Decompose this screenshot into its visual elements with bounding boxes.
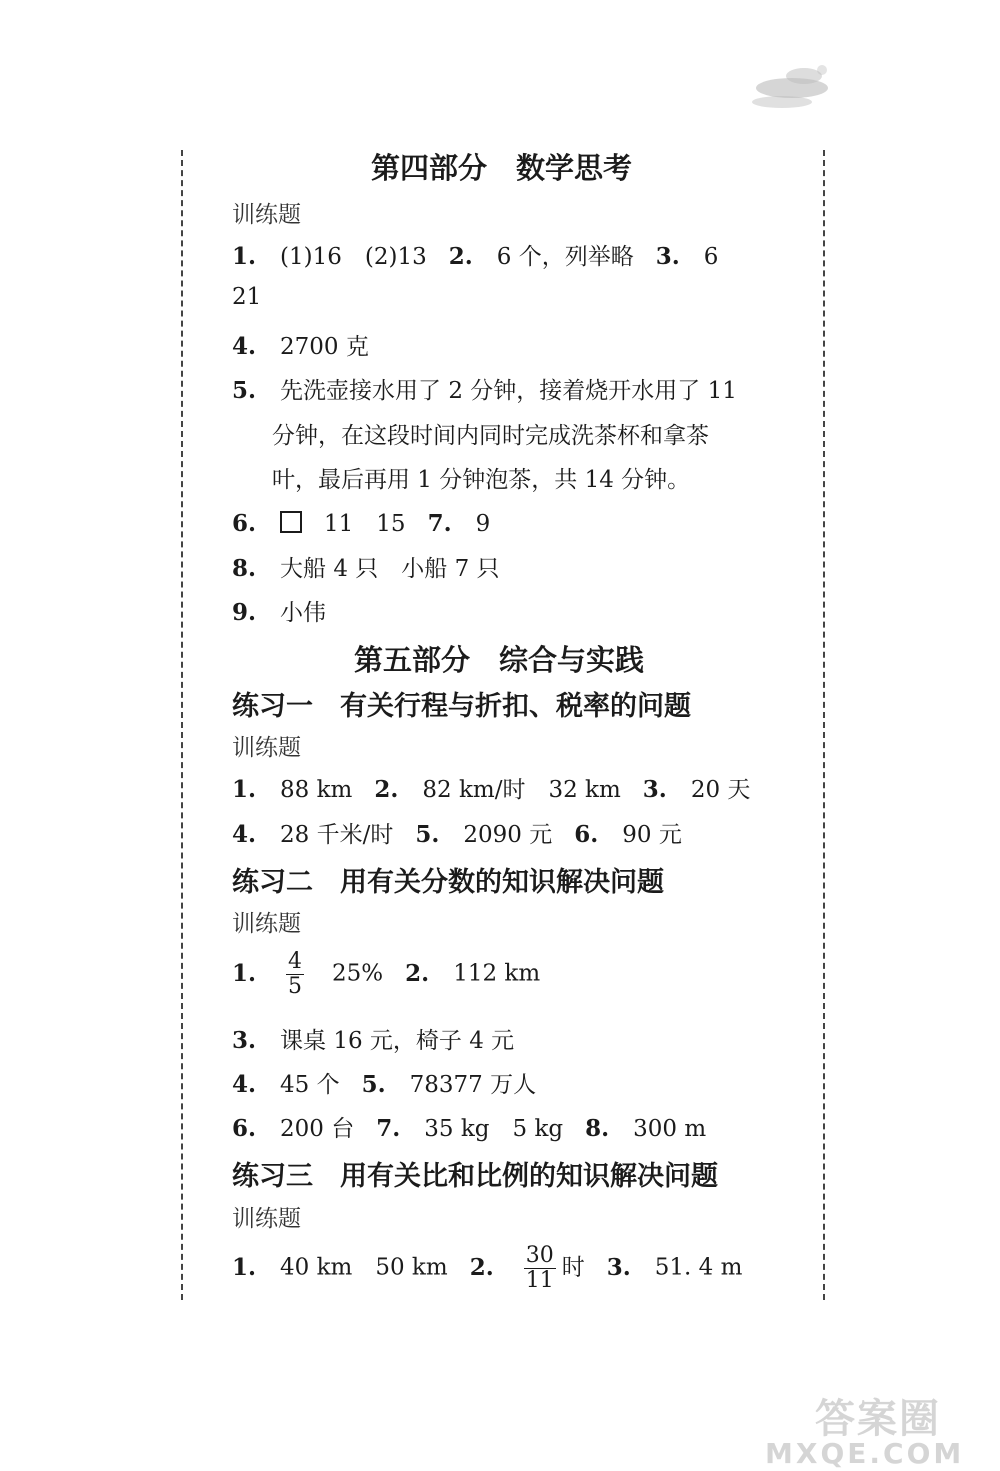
exercise1-label: 训练题	[232, 735, 301, 761]
part4-title: 第四部分 数学思考	[371, 151, 633, 185]
exercise1-line1: 1. 88 km 2. 82 km/时 32 km 3. 20 天	[232, 776, 751, 803]
fraction: $\frac{4}{5}$	[288, 949, 303, 999]
exercise2-line4: 6. 200 台 7. 35 kg 5 kg 8. 300 m	[232, 1115, 707, 1142]
exercise2-line3: 4. 45 个 5. 78377 万人	[232, 1071, 537, 1098]
answer-line-8: 8. 大船 4 只 小船 7 只	[232, 555, 500, 582]
exercise3-label: 训练题	[232, 1206, 301, 1232]
left-dashed-border	[181, 150, 183, 1300]
exercise2-line2: 3. 课桌 16 元，椅子 4 元	[232, 1027, 515, 1054]
watermark-logo: 答案圈 MXQE.COM	[765, 1396, 965, 1470]
exercise2-label: 训练题	[232, 911, 301, 937]
answer-line-6: 6. 11 15 7. 9	[232, 510, 491, 537]
exercise3-title: 练习三 用有关比和比例的知识解决问题	[232, 1161, 718, 1192]
corner-decoration-icon	[752, 58, 838, 116]
exercise1-line2: 4. 28 千米/时 5. 2090 元 6. 90 元	[232, 821, 682, 848]
answer-line-1: 1. (1)16 (2)13 2. 6 个，列举略 3. 6	[232, 243, 719, 270]
answer-line-9: 9. 小伟	[232, 599, 327, 626]
answer-line-5: 5. 先洗壶接水用了 2 分钟，接着烧开水用了 11	[232, 377, 737, 404]
fraction: $\frac{30}{11}$	[525, 1243, 554, 1293]
right-dashed-border	[823, 150, 825, 1300]
square-box-icon	[280, 511, 302, 533]
exercise3-line1: 1. 40 km 50 km 2. $\frac{30}{11}$ 时 3. 51. 4 m	[232, 1243, 743, 1293]
answer-line-1-cont: 21	[232, 284, 262, 310]
answer-line-5-cont1: 分钟，在这段时间内同时完成洗茶杯和拿茶	[272, 423, 709, 449]
answer-line-5-cont2: 叶，最后再用 1 分钟泡茶，共 14 分钟。	[272, 467, 691, 493]
answer-line-4: 4. 2700 克	[232, 333, 369, 360]
part5-title: 第五部分 综合与实践	[354, 643, 645, 677]
exercise1-title: 练习一 有关行程与折扣、税率的问题	[232, 691, 691, 722]
part4-label: 训练题	[232, 202, 301, 228]
exercise2-line1: 1. $\frac{4}{5}$ 25% 2. 112 km	[232, 949, 541, 999]
exercise2-title: 练习二 用有关分数的知识解决问题	[232, 867, 664, 898]
